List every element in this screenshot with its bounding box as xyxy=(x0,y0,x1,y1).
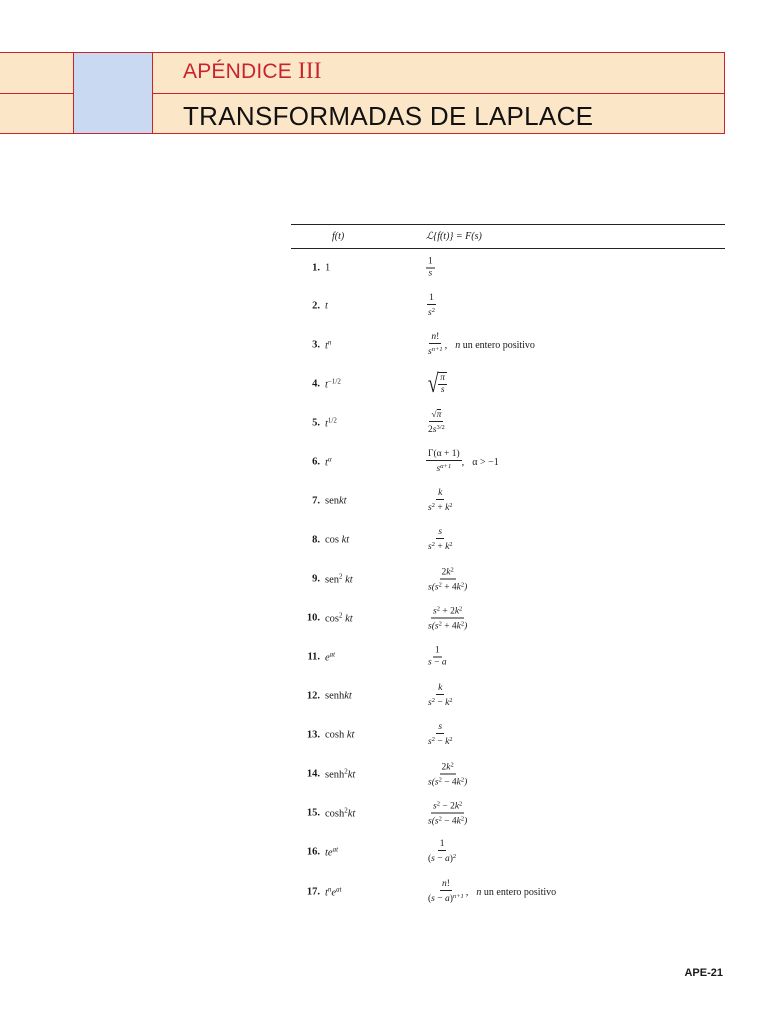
table-row xyxy=(291,522,725,558)
transform-fs: $\frac{√\pi}{2s^{3/2}}$ xyxy=(428,410,445,435)
table-row xyxy=(291,717,725,753)
table-row xyxy=(291,483,725,519)
function-ft: $t^n$ xyxy=(325,338,332,352)
appendix-label: APÉNDICE III xyxy=(183,58,322,83)
table-row xyxy=(291,834,725,870)
function-ft: t xyxy=(325,300,328,312)
page-title: TRANSFORMADAS DE LAPLACE xyxy=(183,101,594,131)
row-number: 7. xyxy=(312,495,320,507)
table-top-rule xyxy=(291,224,725,225)
row-number: 11. xyxy=(307,651,320,663)
row-number: 8. xyxy=(312,534,320,546)
row-number: 14. xyxy=(306,768,320,780)
function-ft: $\cos^2$ kt xyxy=(325,611,353,625)
table-row xyxy=(291,600,725,636)
header-blue-box xyxy=(74,53,152,133)
table-row xyxy=(291,678,725,714)
function-ft: senkt xyxy=(325,495,347,507)
transform-fs: $\frac{k}{s^2 + k^2}$ xyxy=(428,488,453,513)
header-divider-left xyxy=(0,93,73,94)
row-note: n un entero positivo xyxy=(476,886,557,898)
transform-fs: $\frac{1}{(s - a)^2}$ xyxy=(428,839,457,864)
transform-fs: √ $\frac{\pi}{s}$ xyxy=(427,369,446,398)
function-ft: $\cosh^2kt$ xyxy=(325,806,356,820)
row-number: 4. xyxy=(312,378,320,390)
function-ft: senhkt xyxy=(325,690,352,702)
row-number: 9. xyxy=(312,573,320,585)
transform-fs: $\frac{\Gamma(\alpha + 1)}{s^{\alpha+1}}$ , α > −1 xyxy=(428,449,499,474)
header-vertical-rule xyxy=(73,53,74,133)
row-number: 13. xyxy=(306,729,320,741)
transform-fs: $\frac{2k^2}{s(s^2 - 4k^2)}$ xyxy=(428,761,468,788)
transform-fs: $\frac{s^2 - 2k^2}{s(s^2 - 4k^2)}$ xyxy=(428,800,468,827)
table-row xyxy=(291,795,725,831)
function-ft: 1 xyxy=(325,262,331,274)
table-row xyxy=(291,366,725,402)
row-number: 12. xyxy=(306,690,320,702)
table-row xyxy=(291,250,725,286)
row-number: 2. xyxy=(312,300,320,312)
transform-fs: $\frac{k}{s^2 - k^2}$ xyxy=(428,683,453,708)
row-note: α > −1 xyxy=(472,456,499,468)
function-ft: $t^{1/2}$ xyxy=(325,416,337,430)
row-number: 6. xyxy=(312,456,320,468)
table-row xyxy=(291,561,725,597)
row-number: 10. xyxy=(306,612,320,624)
transform-fs: $\frac{1}{s}$ xyxy=(428,256,433,279)
row-number: 16. xyxy=(306,846,320,858)
function-ft: cosh kt xyxy=(325,729,355,741)
transform-fs: $\frac{1}{s - a}$ xyxy=(428,645,447,668)
table-row xyxy=(291,444,725,480)
row-number: 15. xyxy=(306,807,320,819)
table-header-rule xyxy=(291,248,725,249)
row-number: 1. xyxy=(312,262,320,274)
transform-fs: $\frac{s^2 + 2k^2}{s(s^2 + 4k^2)}$ xyxy=(428,605,468,632)
row-number: 3. xyxy=(312,339,320,351)
table-row xyxy=(291,639,725,675)
transform-fs: $\frac{2k^2}{s(s^2 + 4k^2)}$ xyxy=(428,566,468,593)
page-number: APE-21 xyxy=(684,967,723,979)
table-row xyxy=(291,288,725,324)
transform-fs: $\frac{1}{s^2}$ xyxy=(428,293,435,318)
transform-fs: $\frac{n!}{(s - a)^{n+1}}$ , n un entero positivo xyxy=(428,879,557,904)
column-header-fs: ℒ{f(t)} = F(s) xyxy=(426,231,482,242)
function-ft: $e^{at}$ xyxy=(325,650,336,664)
appendix-number: III xyxy=(298,58,322,83)
function-ft: senh$^2$kt xyxy=(325,767,356,781)
row-number: 17. xyxy=(306,886,320,898)
function-ft: $t^ne^{at}$ xyxy=(325,885,342,899)
transform-fs: $\frac{n!}{s^{n+1}}$ , n un entero positivo xyxy=(428,332,535,357)
table-row xyxy=(291,874,725,910)
function-ft: $te^{at}$ xyxy=(325,845,339,859)
transform-fs: $\frac{s}{s^2 - k^2}$ xyxy=(428,722,453,747)
table-row xyxy=(291,405,725,441)
function-ft: sen$^2$ kt xyxy=(325,572,353,586)
table-row xyxy=(291,327,725,363)
table-row xyxy=(291,756,725,792)
column-header-ft: f(t) xyxy=(332,231,345,242)
row-note: n un entero positivo xyxy=(455,339,535,351)
header-divider xyxy=(153,93,724,94)
function-ft: $t^{-1/2}$ xyxy=(325,377,341,391)
function-ft: cos kt xyxy=(325,534,350,546)
row-number: 5. xyxy=(312,417,320,429)
function-ft: $t^\alpha$ xyxy=(325,455,332,469)
transform-fs: $\frac{s}{s^2 + k^2}$ xyxy=(428,527,453,552)
